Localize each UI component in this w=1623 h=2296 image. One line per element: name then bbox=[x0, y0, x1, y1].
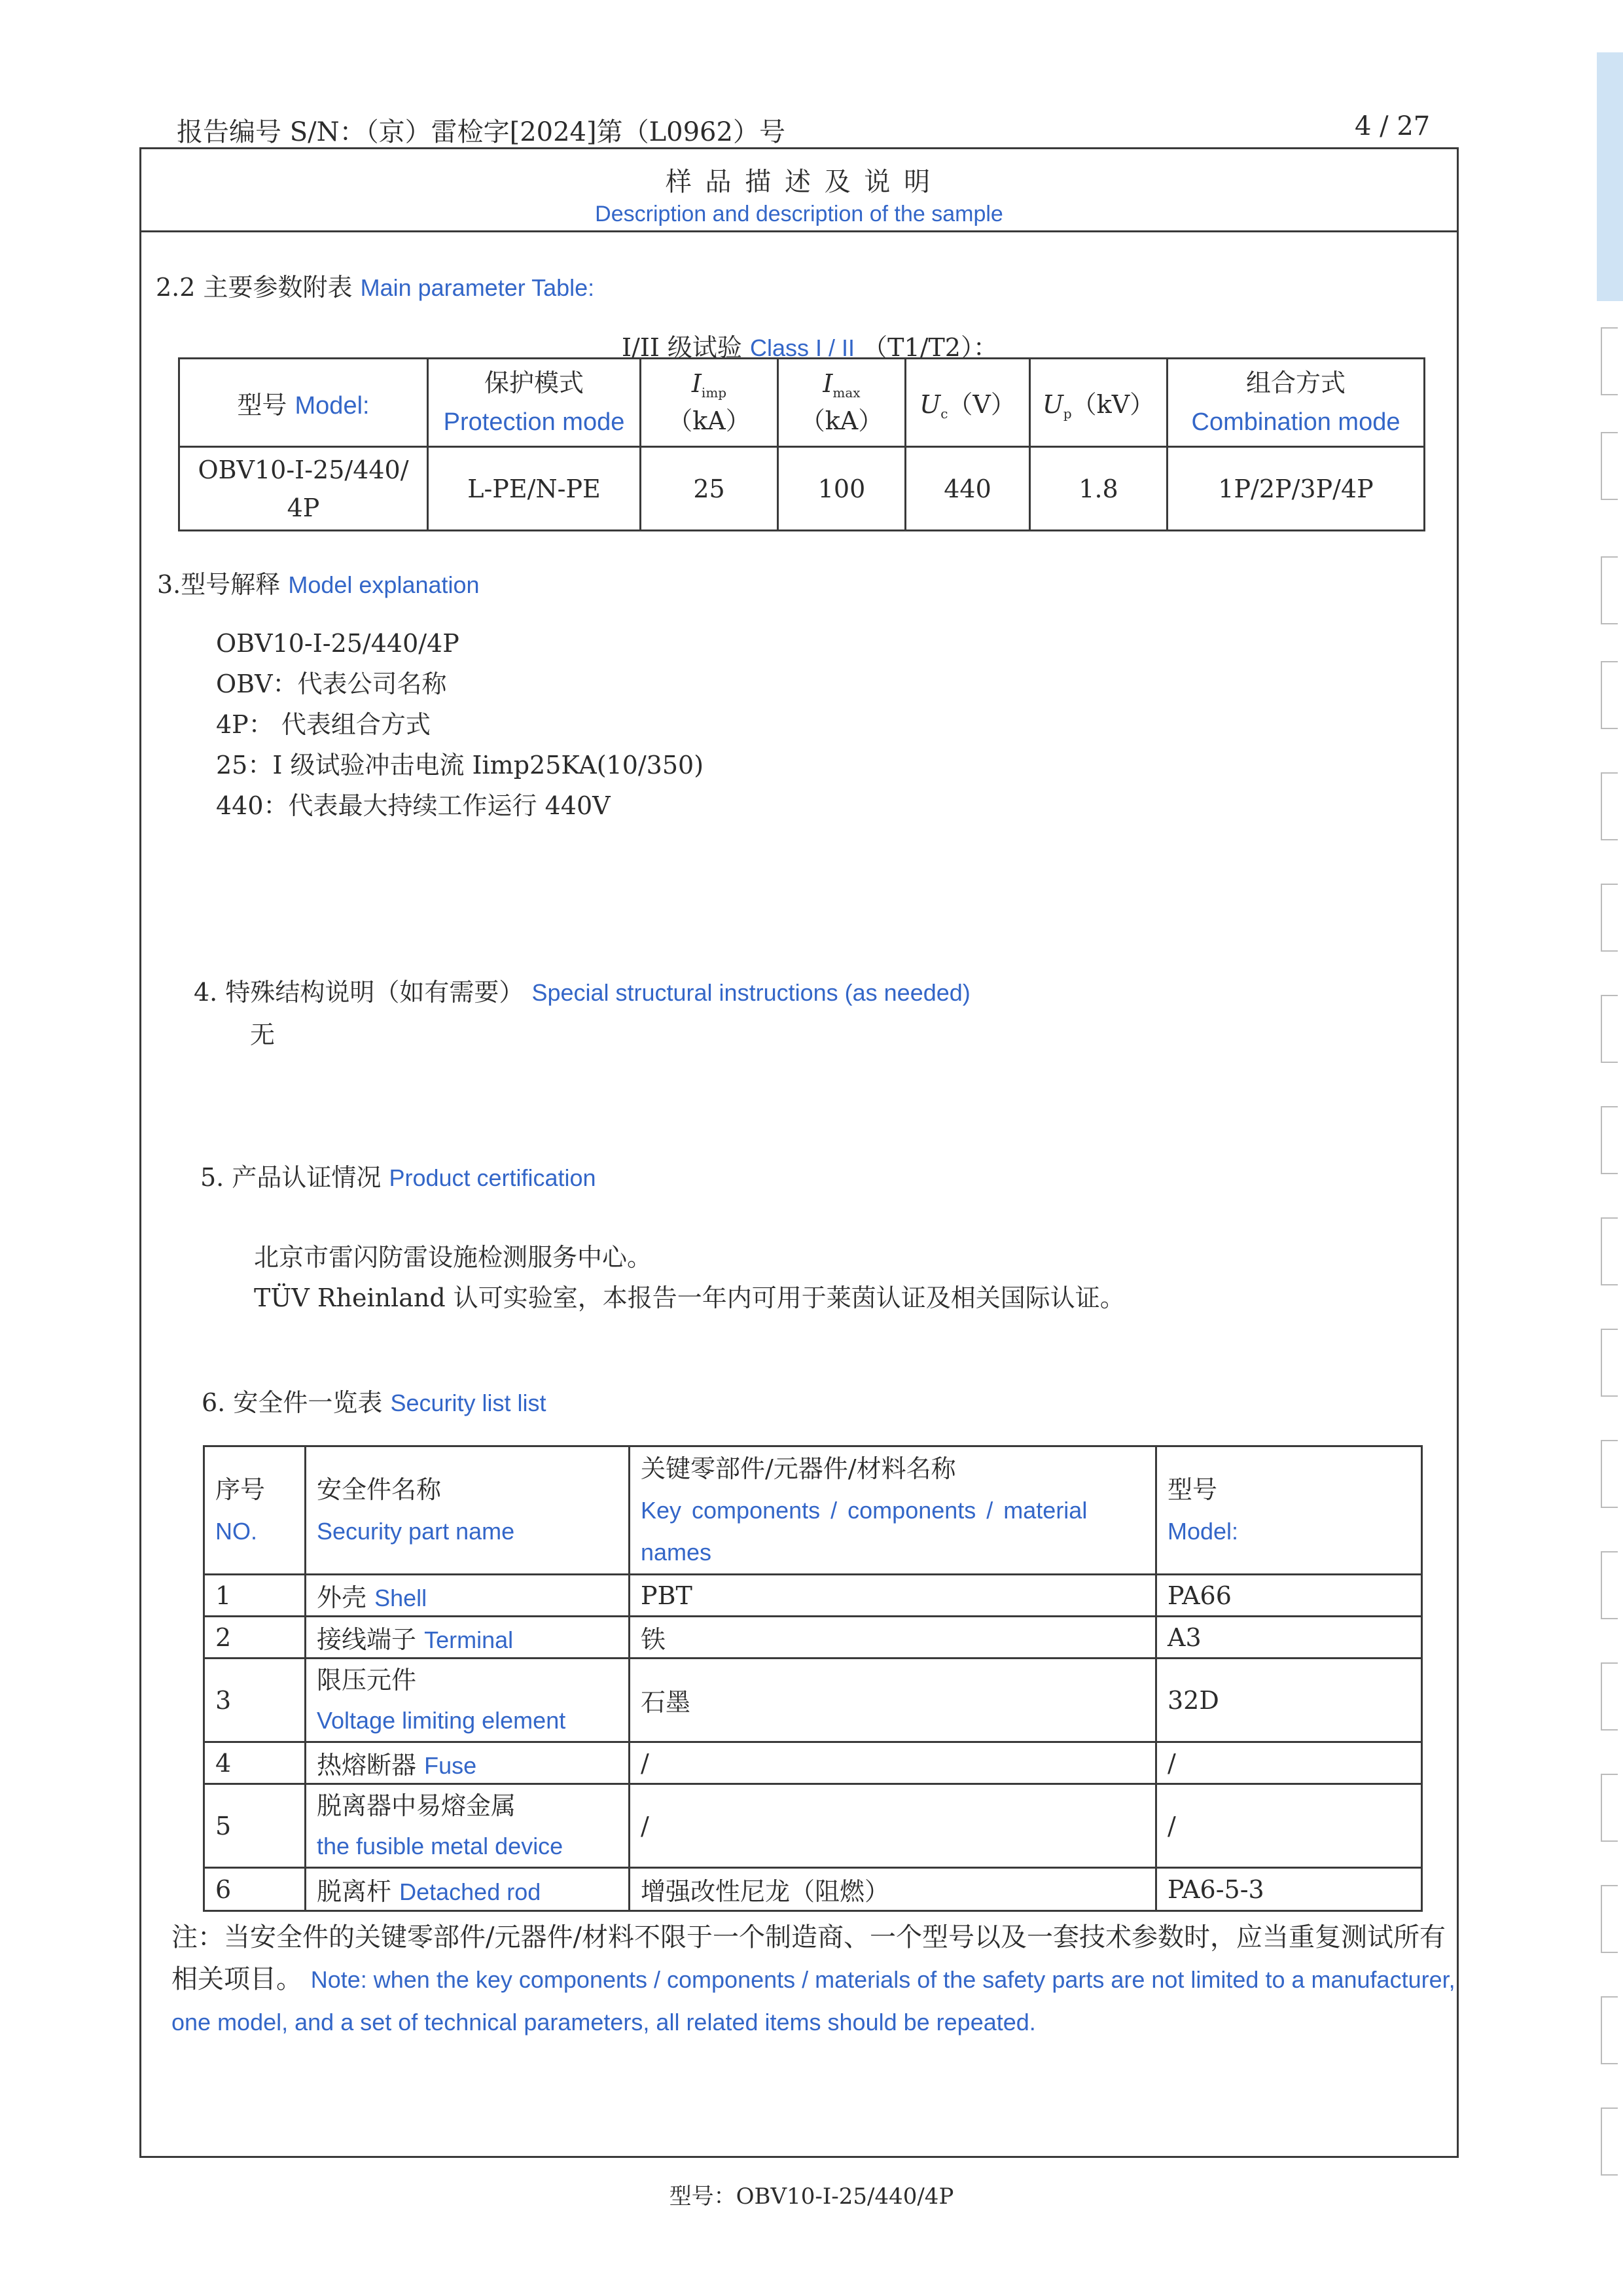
text: 保护模式 bbox=[484, 368, 584, 397]
header-imax bbox=[778, 359, 906, 447]
table-row bbox=[204, 1742, 1422, 1784]
certification-line: 北京市雷闪防雷设施检测服务中心。 bbox=[254, 1243, 652, 1272]
certification-text bbox=[254, 1237, 1125, 1318]
cell-no: 2 bbox=[204, 1617, 306, 1659]
text: 型号 bbox=[1168, 1475, 1218, 1504]
cell-no: 5 bbox=[204, 1784, 306, 1868]
section-label-cn: 3.型号解释 bbox=[157, 570, 281, 599]
binder-mark bbox=[1601, 995, 1618, 1063]
cell-part-name bbox=[306, 1575, 630, 1617]
text: 脱离杆 bbox=[317, 1877, 392, 1906]
header-no bbox=[204, 1446, 306, 1575]
caption-tail: （T1/T2）： bbox=[863, 333, 998, 362]
binder-mark bbox=[1601, 327, 1618, 395]
report-number: 报告编号 S/N：（京）雷检字[2024]第（L0962）号 bbox=[177, 117, 785, 147]
cell-model: PA66 bbox=[1156, 1575, 1422, 1617]
section-label-en: Special structural instructions (as needed) bbox=[531, 979, 971, 1006]
binder-mark bbox=[1601, 1551, 1618, 1619]
text: 关键零部件/元器件/材料名称 bbox=[641, 1454, 956, 1483]
cell-up: 1.8 bbox=[1030, 447, 1168, 531]
text: 限压元件 bbox=[317, 1665, 417, 1695]
cell-imax: 100 bbox=[778, 447, 906, 531]
parameter-table bbox=[178, 357, 1425, 531]
section-6-heading bbox=[202, 1382, 546, 1418]
header-model bbox=[179, 359, 428, 447]
section-label-cn: 4. 特殊结构说明（如有需要） bbox=[194, 978, 524, 1007]
section-label-en: Product certification bbox=[389, 1164, 596, 1191]
text: OBV10-I-25/440/ bbox=[198, 455, 409, 484]
cell-component: 铁 bbox=[630, 1617, 1156, 1659]
table-row bbox=[204, 1868, 1422, 1911]
text: I bbox=[823, 368, 833, 398]
text: 型号 bbox=[237, 390, 287, 420]
section-label-en: Security list list bbox=[390, 1390, 546, 1416]
section-5-heading bbox=[200, 1157, 596, 1193]
cell-model: PA6-5-3 bbox=[1156, 1868, 1422, 1911]
binder-mark bbox=[1601, 432, 1618, 500]
explanation-line: OBV10-I-25/440/4P bbox=[216, 629, 459, 658]
binder-tab-decoration bbox=[1597, 52, 1623, 301]
banner-title-cn: 样 品 描 述 及 说 明 bbox=[665, 167, 933, 197]
header-iimp bbox=[641, 359, 778, 447]
banner-title-en: Description and description of the sample bbox=[595, 202, 1003, 226]
text: 安全件名称 bbox=[317, 1475, 442, 1504]
repeat-testing-note bbox=[171, 1916, 1464, 2043]
text: Voltage limiting element bbox=[317, 1706, 566, 1734]
text: I bbox=[691, 368, 702, 398]
section-label-cn: 6. 安全件一览表 bbox=[202, 1388, 383, 1417]
text: Fuse bbox=[424, 1752, 477, 1779]
cell-part-name bbox=[306, 1868, 630, 1911]
section-3-heading bbox=[157, 564, 480, 600]
security-parts-table bbox=[203, 1445, 1423, 1912]
cell-model: 32D bbox=[1156, 1659, 1422, 1742]
text: c bbox=[940, 405, 948, 422]
text: Key components / components / material names bbox=[641, 1496, 1088, 1566]
binder-mark bbox=[1601, 1106, 1618, 1174]
text: （kA） bbox=[668, 406, 751, 435]
text: （kV） bbox=[1071, 389, 1155, 419]
cell-no: 6 bbox=[204, 1868, 306, 1911]
text: U bbox=[919, 389, 941, 419]
header-protection-mode bbox=[428, 359, 641, 447]
text: 4P bbox=[287, 493, 320, 522]
cell-part-name bbox=[306, 1617, 630, 1659]
cell-component: 增强改性尼龙（阻燃） bbox=[630, 1868, 1156, 1911]
text: 脱离器中易熔金属 bbox=[317, 1791, 516, 1820]
text: NO. bbox=[215, 1517, 258, 1545]
text: 序号 bbox=[215, 1475, 266, 1504]
section-4-body: 无 bbox=[250, 1020, 276, 1049]
cell-no: 3 bbox=[204, 1659, 306, 1742]
cell-model: / bbox=[1156, 1784, 1422, 1868]
binder-mark bbox=[1601, 1885, 1618, 1953]
header-combination-mode bbox=[1168, 359, 1425, 447]
text: U bbox=[1042, 389, 1063, 419]
table-row bbox=[204, 1575, 1422, 1617]
caption-cn: I/II 级试验 bbox=[622, 333, 742, 362]
binder-mark bbox=[1601, 1329, 1618, 1397]
cell-component: / bbox=[630, 1742, 1156, 1784]
text: the fusible metal device bbox=[317, 1832, 563, 1859]
cell-part-name bbox=[306, 1784, 630, 1868]
cell-component: 石墨 bbox=[630, 1659, 1156, 1742]
section-label-cn: 2.2 主要参数附表 bbox=[156, 273, 353, 302]
text: Protection mode bbox=[443, 408, 625, 436]
cell-uc: 440 bbox=[906, 447, 1030, 531]
text: 组合方式 bbox=[1245, 368, 1346, 397]
text: max bbox=[832, 384, 861, 401]
text: Detached rod bbox=[399, 1878, 541, 1905]
text: Terminal bbox=[424, 1626, 514, 1653]
header-up bbox=[1030, 359, 1168, 447]
binder-mark bbox=[1601, 1996, 1618, 2064]
binder-mark bbox=[1601, 772, 1618, 840]
certification-line: TÜV Rheinland 认可实验室，本报告一年内可用于莱茵认证及相关国际认证。 bbox=[254, 1283, 1125, 1312]
explanation-line: 440：代表最大持续工作运行 440V bbox=[216, 791, 611, 820]
text: Model: bbox=[1168, 1517, 1239, 1545]
text: Shell bbox=[374, 1585, 427, 1611]
explanation-line: OBV：代表公司名称 bbox=[216, 670, 447, 698]
binder-mark bbox=[1601, 1440, 1618, 1508]
cell-component: PBT bbox=[630, 1575, 1156, 1617]
header-model bbox=[1156, 1446, 1422, 1575]
note-en: Note: when the key components / components / materials of the safety parts are not limited to a manufacturer, one model, and a set of technical parameters, all related items should be repeated. bbox=[171, 1966, 1455, 2036]
binder-mark bbox=[1601, 1217, 1618, 1285]
text: 接线端子 bbox=[317, 1625, 417, 1654]
explanation-line: 25：I 级试验冲击电流 Iimp25KA(10/350) bbox=[216, 751, 704, 780]
text: （V） bbox=[948, 389, 1016, 419]
text: 热熔断器 bbox=[317, 1751, 417, 1780]
section-label-cn: 5. 产品认证情况 bbox=[200, 1163, 382, 1192]
cell-component: / bbox=[630, 1784, 1156, 1868]
header-part-name bbox=[306, 1446, 630, 1575]
binder-mark bbox=[1601, 884, 1618, 952]
section-4-heading bbox=[194, 972, 971, 1008]
table-row bbox=[204, 1617, 1422, 1659]
footer-model: 型号：OBV10-I-25/440/4P bbox=[669, 2183, 954, 2210]
note-cn: 注：当安全件的关键零部件/元器件/材料不限于一个制造商、一个型号以及一套技术参数时，应当重复测试所有相关项目。 bbox=[171, 1922, 1446, 1994]
section-2-2-heading bbox=[156, 267, 594, 303]
binder-mark bbox=[1601, 661, 1618, 729]
cell-part-name bbox=[306, 1659, 630, 1742]
explanation-line: 4P： 代表组合方式 bbox=[216, 710, 431, 739]
cell-combination: 1P/2P/3P/4P bbox=[1168, 447, 1425, 531]
cell-no: 1 bbox=[204, 1575, 306, 1617]
table-row bbox=[204, 1659, 1422, 1742]
table-row bbox=[204, 1784, 1422, 1868]
title-banner bbox=[139, 147, 1459, 232]
binder-mark bbox=[1601, 556, 1618, 624]
header-uc bbox=[906, 359, 1030, 447]
text: Model: bbox=[294, 391, 370, 420]
page-number: 4 / 27 bbox=[1355, 111, 1431, 141]
cell-iimp: 25 bbox=[641, 447, 778, 531]
text: Security part name bbox=[317, 1517, 515, 1545]
cell-model bbox=[179, 447, 428, 531]
binder-mark bbox=[1601, 2108, 1618, 2176]
cell-part-name bbox=[306, 1742, 630, 1784]
text: 外壳 bbox=[317, 1583, 367, 1612]
text: Combination mode bbox=[1191, 408, 1400, 436]
text: imp bbox=[701, 384, 727, 401]
model-explanation-list bbox=[216, 623, 704, 826]
binder-mark bbox=[1601, 1662, 1618, 1731]
text: （kA） bbox=[800, 406, 883, 435]
cell-protection-mode: L-PE/N-PE bbox=[428, 447, 641, 531]
caption-en: Class I / II bbox=[750, 334, 855, 361]
header-components bbox=[630, 1446, 1156, 1575]
cell-model: / bbox=[1156, 1742, 1422, 1784]
text: p bbox=[1063, 405, 1072, 422]
cell-no: 4 bbox=[204, 1742, 306, 1784]
section-label-en: Main parameter Table: bbox=[360, 274, 595, 301]
section-label-en: Model explanation bbox=[288, 571, 480, 598]
binder-mark bbox=[1601, 1774, 1618, 1842]
cell-model: A3 bbox=[1156, 1617, 1422, 1659]
